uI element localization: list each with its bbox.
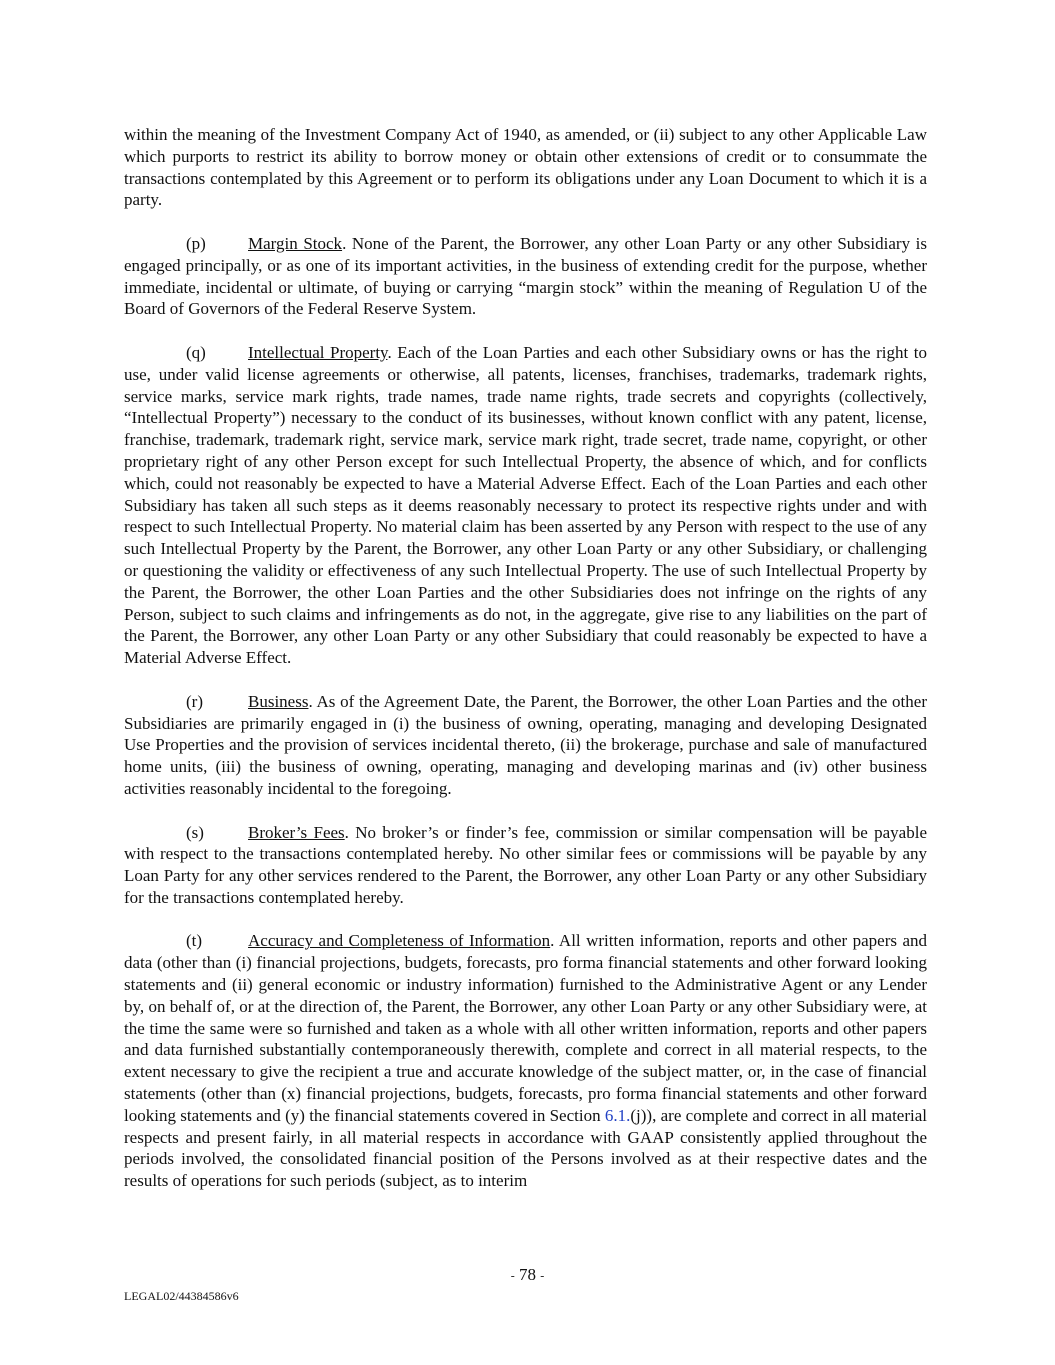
- section-number: (s): [186, 822, 204, 842]
- section-t: [124, 930, 927, 1192]
- section-text: . None of the Parent, the Borrower, any other Loan Party or any other Subsidiary is engaged principally, or as one of its important activities, in the business of extending credit for the purpose, whether immediate, incidental or ultimate, of buying or carrying “margin stock” within the meaning of Regulation U of the Board of Governors of the Federal Reserve System.: [124, 233, 928, 319]
- section-heading: Business: [248, 691, 309, 711]
- section-text: . All written information, reports and other papers and data (other than (i) financial projections, budgets, forecasts, pro forma financial statements and other forward looking statements and (ii) general economic or industry information) furnished to the Administrative Agent or any Lender by, on behalf of, or at the direction of, the Parent, the Borrower, any other Loan Party or any other Subsidiary were, at the time the same were so furnished and taken as a whole with all other written information, reports and other papers and data furnished substantially contemporaneously therewith, complete and correct in all material respects, to the extent necessary to give the recipient a true and accurate knowledge of the subject matter, or, in the case of financial statements (other than (x) financial projections, budgets, forecasts, pro forma financial statements and other forward looking statements and (y) the financial statements covered in Section: [124, 931, 927, 1125]
- section-text: . Each of the Loan Parties and each other Subsidiary owns or has the right to use, under valid license agreements or otherwise, all patents, licenses, franchises, trademarks, trademark rights, service marks, service mark rights, trade names, trade name rights, trade secrets and copyrights (collectively, “Intellectual Property”) necessary to the conduct of its businesses, without known conflict with any patent, license, franchise, trademark, trademark right, service mark, service mark right, trade secret, trade name, copyright, or other proprietary right of any other Person except for such Intellectual Property, the absence of which, and for conflicts which, could not reasonably be expected to have a Material Adverse Effect. Each of the Loan Parties and each other Subsidiary has taken all such steps as it deems reasonably necessary to protect its respective rights under and with respect to such Intellectual Property. No material claim has been asserted by any Person with respect to the use of any such Intellectual Property by the Parent, the Borrower, any other Loan Party or any other Subsidiary, or challenging or questioning the validity or effectiveness of any such Intellectual Property. The use of such Intellectual Property by the Parent, the Borrower, the other Loan Parties and the other Subsidiaries does not infringe on the rights of any Person, subject to such claims and infringements as do not, in the aggregate, give rise to any liabilities on the part of the Parent, the Borrower, any other Loan Party or any other Subsidiary that could reasonably be expected to have a Material Adverse Effect.: [124, 342, 927, 668]
- section-p: [124, 233, 927, 320]
- section-text: . As of the Agreement Date, the Parent, the Borrower, the other Loan Parties and the other Subsidiaries are primarily engaged in (i) the business of owning, operating, managing and developing Designated Use Properties and the provision of services incidental thereto, (ii) the brokerage, purchase and sale of manufactured home units, (iii) the business of owning, operating, managing and developing marinas and (iv) other business activities reasonably incidental to the foregoing.: [124, 691, 927, 798]
- section-number: (p): [186, 233, 206, 253]
- page-number-dash-left: -: [510, 1268, 515, 1283]
- section-heading: Intellectual Property: [248, 342, 388, 362]
- section-text: . No broker’s or finder’s fee, commission or similar compensation will be payable with respect to the transactions contemplated hereby. No other similar fees or commissions will be payable by any Loan Party for any other services rendered to the Parent, the Borrower, any other Loan Party or any other Subsidiary for the transactions contemplated hereby.: [124, 822, 928, 907]
- section-q: [124, 342, 927, 669]
- page-number: [0, 1265, 1055, 1285]
- section-heading: Margin Stock: [248, 233, 343, 253]
- continuation-paragraph: within the meaning of the Investment Company Act of 1940, as amended, or (ii) subject to any other Applicable Law which purports to restrict its ability to borrow money or obtain other extensions of credit or to consummate the transactions contemplated by this Agreement or to perform its obligations under any Loan Document to which it is a party.: [124, 125, 927, 210]
- section-number: (t): [186, 931, 203, 951]
- page-number-dash-right: -: [540, 1268, 545, 1283]
- section-s: [124, 822, 927, 909]
- section-number: (q): [186, 342, 206, 362]
- section-text-continued: (j)), are complete and correct in all material respects and present fairly, in all material respects in accordance with GAAP consistently applied throughout the periods involved, the consolidated financial position of the Persons involved as at their respective dates and the results of operations for such periods (subject, as to interim: [124, 1105, 927, 1191]
- document-body: [124, 124, 927, 1214]
- document-id: LEGAL02/44384586v6: [124, 1289, 239, 1303]
- section-cross-reference-link[interactable]: 6.1.: [604, 1105, 631, 1125]
- page-number-value: 78: [519, 1265, 536, 1284]
- section-heading: Broker’s Fees: [248, 822, 345, 842]
- section-number: (r): [186, 691, 203, 711]
- section-r: [124, 691, 927, 800]
- section-heading: Accuracy and Completeness of Information: [248, 931, 551, 951]
